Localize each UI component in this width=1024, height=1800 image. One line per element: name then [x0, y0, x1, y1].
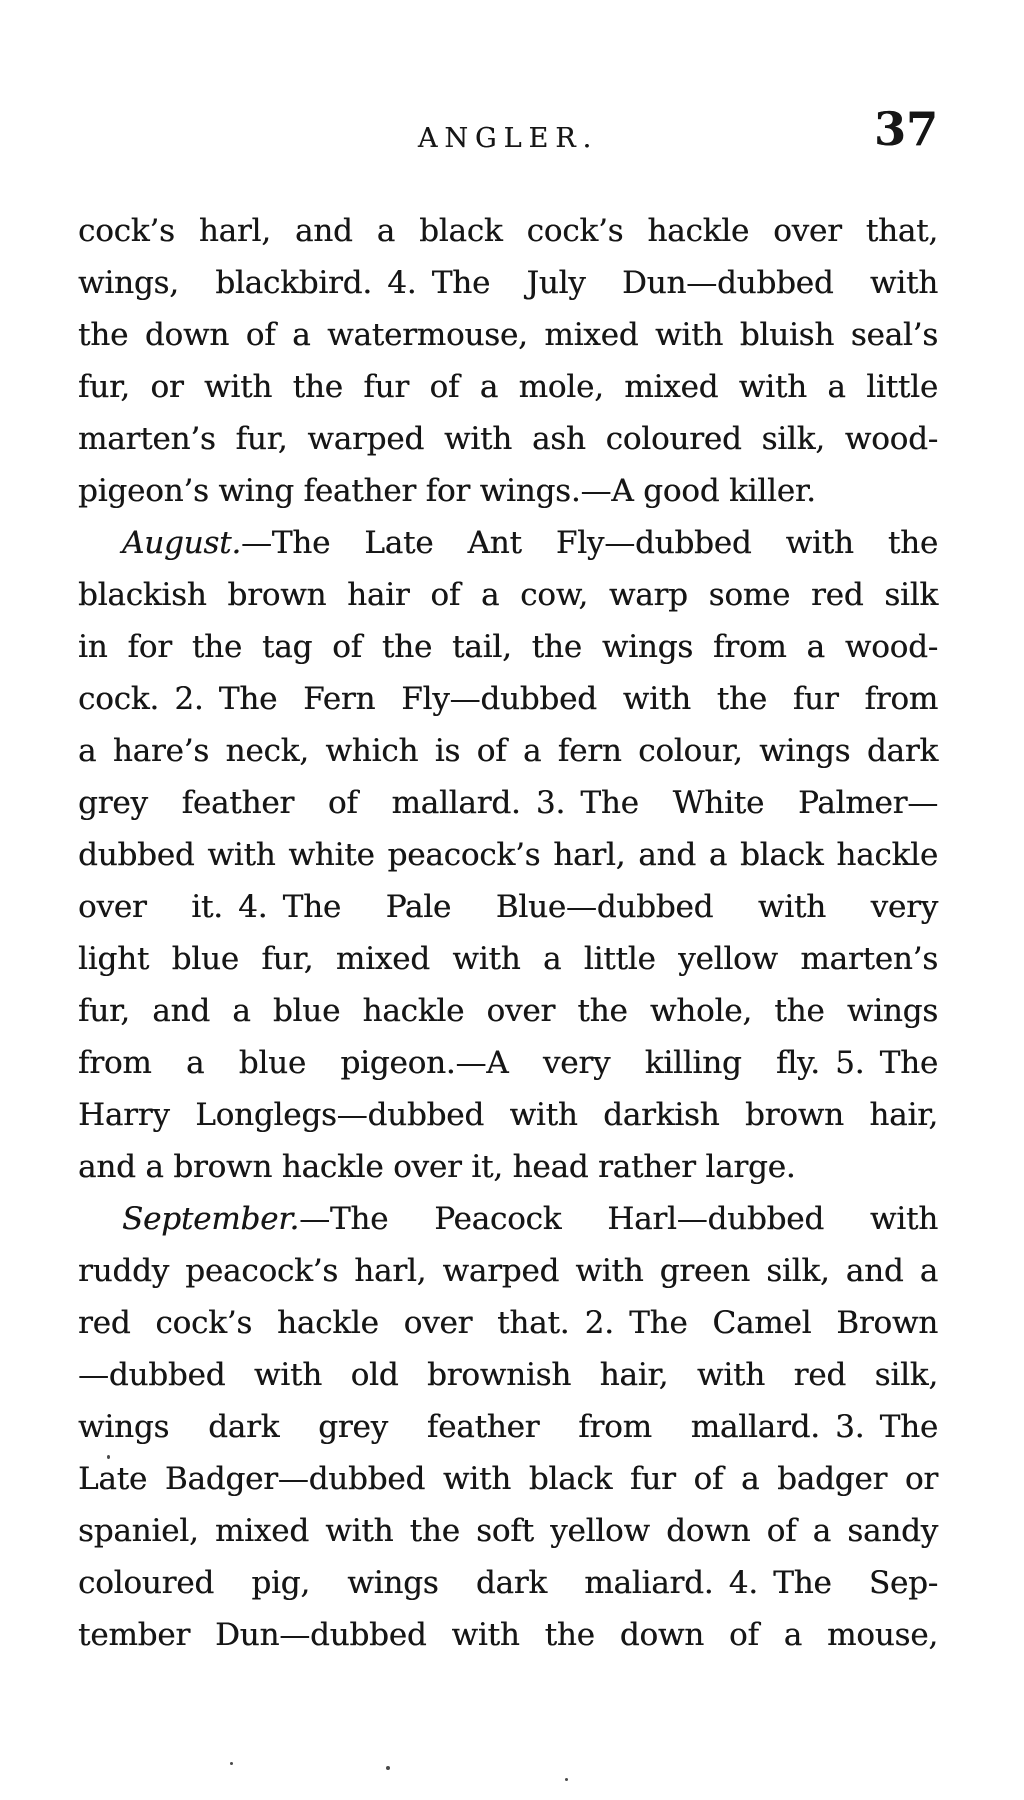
- text-line: [78, 1297, 938, 1349]
- text-segment: coloured pig, wings dark maliard. 4. The Sep-: [78, 1565, 938, 1601]
- text-line: [78, 1193, 938, 1245]
- text-segment: blackish brown hair of a cow, warp some red silk: [78, 577, 938, 613]
- text-line: [78, 413, 938, 465]
- text-segment: —The Late Ant Fly—dubbed with the: [240, 525, 938, 561]
- text-segment: red cock’s hackle over that. 2. The Camel Brown: [78, 1305, 938, 1341]
- text-line: [78, 1141, 938, 1193]
- text-segment: —The Peacock Harl—dubbed with: [299, 1201, 938, 1237]
- text-segment: dubbed with white peacock’s harl, and a black hackle: [78, 837, 938, 873]
- text-block: [78, 205, 938, 1661]
- text-line: [78, 933, 938, 985]
- text-line: [78, 985, 938, 1037]
- text-segment: in for the tag of the tail, the wings from a wood-: [78, 629, 938, 665]
- text-segment: —dubbed with old brownish hair, with red silk,: [78, 1357, 938, 1393]
- text-line: [78, 829, 938, 881]
- text-line: [78, 725, 938, 777]
- text-segment: over it. 4. The Pale Blue—dubbed with very: [78, 889, 938, 925]
- text-segment: cock. 2. The Fern Fly—dubbed with the fur from: [78, 681, 938, 717]
- text-segment: a hare’s neck, which is of a fern colour, wings dark: [78, 733, 938, 769]
- text-segment: spaniel, mixed with the soft yellow down of a sandy: [78, 1513, 938, 1549]
- text-line: [78, 1453, 938, 1505]
- text-line: [78, 517, 938, 569]
- text-line: [78, 1089, 938, 1141]
- text-segment: the down of a watermouse, mixed with bluish seal’s: [78, 317, 938, 353]
- text-segment: ruddy peacock’s harl, warped with green silk, and a: [78, 1253, 938, 1289]
- text-line: [78, 1349, 938, 1401]
- text-line: [78, 1401, 938, 1453]
- text-line: [78, 257, 938, 309]
- text-line: [78, 205, 938, 257]
- text-line: [78, 881, 938, 933]
- text-segment: light blue fur, mixed with a little yellow marten’s: [78, 941, 938, 977]
- text-segment: and a brown hackle over it, head rather large.: [78, 1149, 796, 1185]
- text-line: [78, 361, 938, 413]
- text-line: [78, 673, 938, 725]
- scan-speck: [107, 1455, 110, 1459]
- text-line: [78, 621, 938, 673]
- text-line: [78, 465, 938, 517]
- text-segment: wings, blackbird. 4. The July Dun—dubbed with: [78, 265, 938, 301]
- text-line: [78, 1505, 938, 1557]
- text-segment: pigeon’s wing feather for wings.—A good killer.: [78, 473, 816, 509]
- text-segment: fur, or with the fur of a mole, mixed with a little: [78, 369, 938, 405]
- text-segment: grey feather of mallard. 3. The White Palmer—: [78, 785, 938, 821]
- text-segment: wings dark grey feather from mallard. 3. The: [78, 1409, 938, 1445]
- text-line: [78, 1609, 938, 1661]
- text-line: [78, 569, 938, 621]
- text-segment: cock’s harl, and a black cock’s hackle over that,: [78, 213, 938, 249]
- text-line: [78, 1557, 938, 1609]
- text-line: [78, 309, 938, 361]
- scan-speck: [386, 1766, 390, 1770]
- text-line: [78, 1245, 938, 1297]
- page-number: 37: [873, 102, 938, 156]
- text-line: [78, 777, 938, 829]
- text-segment: Late Badger—dubbed with black fur of a badger or: [78, 1461, 938, 1497]
- scan-speck: [230, 1762, 233, 1765]
- text-segment: Harry Longlegs—dubbed with darkish brown hair,: [78, 1097, 938, 1133]
- scan-speck: [565, 1778, 568, 1781]
- running-title: ANGLER.: [417, 123, 599, 154]
- text-segment: marten’s fur, warped with ash coloured silk, wood-: [78, 421, 938, 457]
- month-label: August.: [122, 525, 241, 561]
- page-header: [78, 104, 938, 156]
- text-segment: from a blue pigeon.—A very killing fly. 5. The: [78, 1045, 938, 1081]
- text-line: [78, 1037, 938, 1089]
- text-segment: fur, and a blue hackle over the whole, the wings: [78, 993, 938, 1029]
- month-label: September.: [122, 1201, 300, 1237]
- text-segment: tember Dun—dubbed with the down of a mouse,: [78, 1617, 938, 1653]
